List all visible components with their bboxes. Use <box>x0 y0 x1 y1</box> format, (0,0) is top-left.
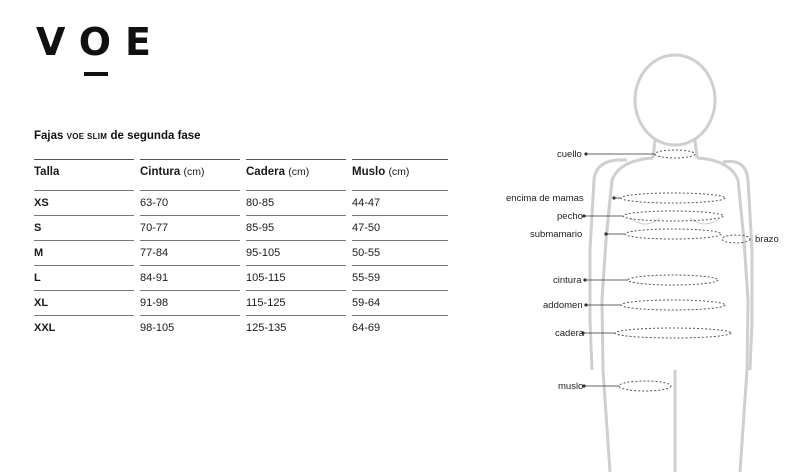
title-prefix: Fajas <box>34 130 64 142</box>
measure-loops <box>615 150 750 391</box>
thigh-loop <box>619 381 671 391</box>
body-silhouette <box>590 55 752 472</box>
arm-loop <box>722 235 750 243</box>
cell-size: XS <box>34 190 140 215</box>
cell-cintura: 91-98 <box>140 290 246 315</box>
cell-cintura: 77-84 <box>140 240 246 265</box>
table-row <box>34 290 454 315</box>
cell-size: L <box>34 265 140 290</box>
title-suffix: de segunda fase <box>110 130 201 142</box>
title-brand: VOE SLIM <box>66 132 108 141</box>
size-table <box>34 152 454 340</box>
cell-size: S <box>34 215 140 240</box>
cell-muslo: 50-55 <box>352 240 454 265</box>
label-cuello: cuello <box>557 149 582 160</box>
table-title <box>34 130 201 142</box>
cell-muslo: 59-64 <box>352 290 454 315</box>
label-cadera: cadera <box>555 328 585 339</box>
table-row <box>34 215 454 240</box>
cell-muslo: 47-50 <box>352 215 454 240</box>
hip-loop <box>615 328 731 338</box>
label-encima-de-mamas: encima de mamas <box>506 193 584 204</box>
label-muslo: muslo <box>558 381 584 392</box>
label-brazo: brazo <box>755 234 779 245</box>
header-muslo: Muslo (cm) <box>352 152 454 190</box>
cell-cadera: 105-115 <box>246 265 352 290</box>
abdomen-loop <box>621 300 725 310</box>
cell-size: M <box>34 240 140 265</box>
cell-cintura: 70-77 <box>140 215 246 240</box>
cell-cintura: 63-70 <box>140 190 246 215</box>
neck-loop <box>655 150 695 158</box>
cell-muslo: 64-69 <box>352 315 454 340</box>
cell-cadera: 125-135 <box>246 315 352 340</box>
header-cadera: Cadera (cm) <box>246 152 352 190</box>
cell-muslo: 44-47 <box>352 190 454 215</box>
header-talla: Talla <box>34 152 140 190</box>
cell-muslo: 55-59 <box>352 265 454 290</box>
table-row <box>34 190 454 215</box>
bust-loop <box>623 211 723 221</box>
label-submamario: submamario <box>530 229 583 240</box>
cell-cadera: 85-95 <box>246 215 352 240</box>
table-header-row <box>34 152 454 190</box>
cell-size: XL <box>34 290 140 315</box>
head-outline <box>635 55 715 145</box>
cell-cadera: 95-105 <box>246 240 352 265</box>
cell-cadera: 80-85 <box>246 190 352 215</box>
left-arm-inner <box>602 180 612 300</box>
left-arm-outline <box>590 160 627 370</box>
cell-cintura: 98-105 <box>140 315 246 340</box>
logo-underline <box>84 72 108 76</box>
above-bust-loop <box>621 193 725 203</box>
label-cintura: cintura <box>553 275 582 286</box>
label-addomen: addomen <box>543 300 583 311</box>
label-pecho: pecho <box>557 211 583 222</box>
header-cintura: Cintura (cm) <box>140 152 246 190</box>
right-body-outline <box>697 158 748 472</box>
table-row <box>34 265 454 290</box>
waist-loop <box>628 275 718 285</box>
underbust-loop <box>625 229 721 239</box>
table-row <box>34 315 454 340</box>
cell-cintura: 84-91 <box>140 265 246 290</box>
voe-logo: VOE <box>36 20 166 64</box>
table-row <box>34 240 454 265</box>
cell-cadera: 115-125 <box>246 290 352 315</box>
cell-size: XXL <box>34 315 140 340</box>
body-measurement-figure <box>490 40 800 472</box>
